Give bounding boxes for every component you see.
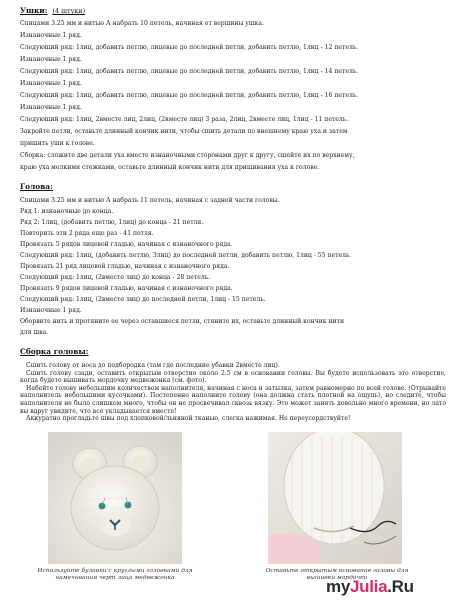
ears-line-6: Изнаночные 1 ряд. bbox=[20, 80, 82, 87]
left-photo-caption: Используйте булавки с круглыми головками для намечивания черт лица медвежонка bbox=[37, 568, 193, 582]
ears-line-10: Закройте петли, оставьте длинный кончик нити, чтобы сшить детали по внешнему краю уха и затем bbox=[20, 128, 348, 135]
head-line-6: Следующий ряд: 1лиц, (добавить петлю, 3лиц) до последней петли, добавить петлю, 1лиц - 55 петель. bbox=[20, 252, 352, 259]
ears-line-9: Следующий ряд: 1лиц, 2вместе лиц, 2лиц, (2вместе лиц) 3 раза, 2лиц, 2вместе лиц, 1лиц - 11 петель. bbox=[20, 116, 349, 123]
head-line-12: Оборвите нить и протяните ее через оставшиеся петли, стяните их, оставьте длинный кончик нити bbox=[20, 318, 345, 325]
head-opening-photo bbox=[268, 432, 402, 564]
ears-line-2: Изнаночные 1 ряд. bbox=[20, 32, 82, 39]
ears-line-12: Сборка: сложите две детали уха вместе изнаночными сторонами друг к другу, сшейте их по верхнему, bbox=[20, 152, 355, 159]
assembly-paragraph-1: Сшить голову от носа до подбородка (там где последние убавки 2вместе лиц). bbox=[26, 362, 280, 369]
ears-line-5: Следующий ряд: 1лиц, добавить петлю, лицевые до последней петли, добавить петлю, 1лиц - 14 петель. bbox=[20, 68, 359, 75]
head-line-8: Следующий ряд: 1лиц, (2вместе лиц) до конца - 28 петель. bbox=[20, 274, 210, 281]
head-line-5: Провязать 5 рядов лицевой гладью, начиная с изнаночного ряда. bbox=[20, 241, 233, 248]
ears-heading bbox=[20, 6, 85, 15]
ears-line-8: Изнаночные 1 ряд. bbox=[20, 104, 82, 111]
assembly-paragraph-3: Набейте голову небольшим количеством наполнителя, начиная с носа и затылка, затем равномерно по всей голове. (Отрывайте наполнитель небольшими кусочками). Постепенно наполните голову (она должна стать плотной на ощупь), но следите, чтобы наполнителя не было слишком много, чтобы он не просвечивал сквозь вязку. Это может занять довольно много времени, но лато вы вдруг увидите, что все укладывается вместе! bbox=[20, 384, 446, 415]
assembly-paragraph-2: Сшить голову сзади, оставить открытым отверстие около 2.5 см в основании головы. Вы будете использовать это отверстие, когда будете вышивать мордочку медвежонка (см. фото). bbox=[20, 369, 446, 385]
site-watermark bbox=[326, 577, 414, 597]
ears-note: (4 штуки) bbox=[52, 7, 86, 15]
ears-line-7: Следующий ряд: 1лиц, добавить петлю, лицевые до последней петли, добавить петлю, 1лиц - 16 петель. bbox=[20, 92, 359, 99]
head-line-1: Спицами 3.25 мм и нитью А набрать 11 петель, начиная с задней части головы. bbox=[20, 197, 280, 204]
assembly-heading bbox=[20, 347, 88, 356]
head-line-3: Ряд 2: 1лиц, (добавить петлю, 1лиц) до конца - 21 петля. bbox=[20, 219, 204, 226]
head-line-2: Ряд 1: изнаночные до конца. bbox=[20, 208, 114, 215]
head-line-10: Следующий ряд: 1лиц, (2вместе лиц) до последней петли, 1лиц - 15 петель. bbox=[20, 296, 266, 303]
ears-line-4: Изнаночные 1 ряд. bbox=[20, 56, 82, 63]
brand-part-2: Julia bbox=[349, 577, 388, 596]
brand-part-3: .Ru bbox=[387, 577, 414, 596]
head-line-4: Повторить эти 2 ряда еще раз - 41 петля. bbox=[20, 230, 154, 237]
bear-head-photo bbox=[48, 432, 182, 564]
ears-line-3: Следующий ряд: 1лиц, добавить петлю, лицевые до последней петли, добавить петлю, 1лиц - 12 петель. bbox=[20, 44, 359, 51]
ears-line-11: пришить уши к голове. bbox=[20, 140, 95, 147]
head-line-13: для шва. bbox=[20, 329, 49, 336]
head-title: Голова: bbox=[20, 182, 53, 191]
ears-line-1: Спицами 3.25 мм и нитью А набрать 10 петель, начиная от вершины ушка. bbox=[20, 20, 264, 27]
head-heading bbox=[20, 182, 53, 191]
head-line-9: Провязать 9 рядов лицевой гладью, начиная с изнаночного ряда. bbox=[20, 285, 233, 292]
assembly-paragraph-4: Аккуратно прогладьте швы под хлопковой/льняной тканью, слегка нажимая. Не переусердствуйте! bbox=[26, 415, 351, 423]
assembly-title: Сборка головы: bbox=[20, 347, 89, 356]
ears-line-13: краю уха мелкими стежками, оставьте длинный кончик нити для пришивания уха к голове. bbox=[20, 164, 320, 171]
head-line-11: Изнаночные 1 ряд. bbox=[20, 307, 82, 314]
brand-part-1: my bbox=[326, 577, 350, 596]
assembly-body bbox=[20, 362, 446, 423]
ears-title: Ушки: bbox=[20, 6, 48, 15]
head-line-7: Провязать 21 ряд лицевой гладью, начиная с изнаночного ряда. bbox=[20, 263, 230, 270]
right-photo-caption: Оставьте открытым основание головы для вышивки мордочки bbox=[265, 568, 409, 582]
